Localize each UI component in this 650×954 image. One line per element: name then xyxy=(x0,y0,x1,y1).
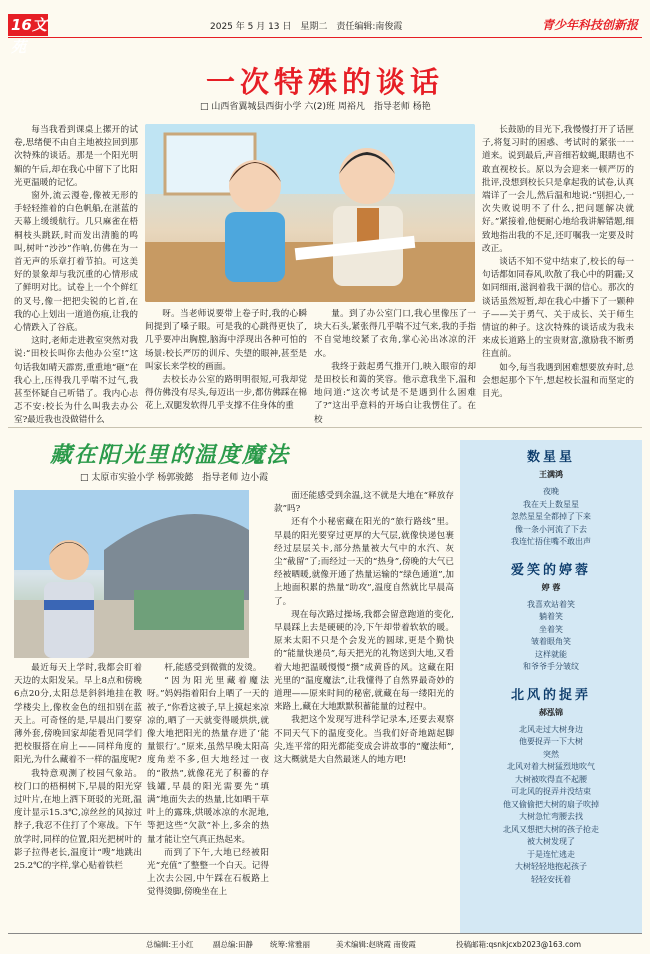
poem-line: 忽然星星全都掉了下来 xyxy=(511,512,591,521)
paragraph: 我把这个发现写进科学记录本,还要去观察不同天气下的温度变化。当我们好奇地踮起脚尖,连平常的阳光都能变成会讲故事的“魔法师”,这大概就是大自然最迷人的地方吧! xyxy=(274,715,454,766)
poem-line: 他要捉弄一下大树 xyxy=(519,737,583,746)
poem-line: 大树被吹得直不起腰 xyxy=(515,774,587,784)
paragraph: “因为阳光里藏着魔法呀。”妈妈指着阳台上晒了一天的被子,“你看这被子,早上摸起来凉凉的,晒了一天就变得暖烘烘,就像大地把阳光的热量存进了‘能量银行’。”原来,虽然早晚太阳高度角差不多,但大地经过一夜的“散热”,就像花光了积蓄的存钱罐,早晨的阳光需要先“填满”地面失去的热量,比如晒干草叶上的露珠,烘暖冰凉的水泥地,等把这些“欠款”补上,多余的热量才能让空气真正热起来。 xyxy=(147,676,269,845)
footer-coordinator: 统筹:常雅丽 xyxy=(270,940,311,949)
poem xyxy=(460,684,642,887)
poem-line: 可北风的捉弄并没结束 xyxy=(511,787,591,796)
section-divider xyxy=(8,427,642,428)
poem-title: 数星星 xyxy=(526,450,575,465)
poem-line: 轻轻安抚着 xyxy=(531,874,571,884)
poem-title: 北风的捉弄 xyxy=(510,687,591,703)
poem-author: 郝泓锦 xyxy=(539,707,563,717)
poem-line: 他又偷偷把大树的扇子吹掉 xyxy=(503,799,599,809)
poem-line: 我连忙捂住嘴不敢出声 xyxy=(511,537,591,546)
issue-meta: 2025 年 5 月 13 日 星期二 责任编辑:南俊霞 xyxy=(210,22,403,32)
poem-line: 大树急忙弯腰去找 xyxy=(519,812,583,821)
poem-line: 夜晚 xyxy=(543,487,559,496)
poem-line: 北风对着大树猛烈地吹气 xyxy=(507,762,595,771)
story1-column-3 xyxy=(314,308,476,424)
poem-line: 我在天上数星星 xyxy=(523,499,579,509)
poem-line: 北风又想把大树的孩子抢走 xyxy=(503,824,599,834)
story2-column-3 xyxy=(274,490,454,928)
poem-author: 王满鸿 xyxy=(539,470,563,479)
paragraph: 每当我看到课桌上摞开的试卷,思绪便不由自主地被拉回到那次特殊的谈话。那是一个阳光明媚的午后,却在我心中留下了比阳光更温暖的记忆。 xyxy=(14,125,138,188)
poem-line: 像一条小河流了下去 xyxy=(515,524,587,534)
paragraph: 窗外,流云漫卷,像被无形的手轻轻推着的白色帆船,在湛蓝的天幕上缓缓航行。几只麻雀在梧桐枝头跳跃,时而发出清脆的鸣叫,树叶“沙沙”作响,仿佛在为一首无声的乐章打着节拍。可这美好的景象却与我沉重的心情形成了鲜明对比。试卷上一个个鲜红的叉号,像一把把尖锐的匕首,在我的心上划出一道道伤痕,让我的心情跌入了谷底。 xyxy=(14,191,138,334)
story2-title: 藏在阳光里的温度魔法 xyxy=(50,443,291,468)
story2-column-1 xyxy=(14,662,142,928)
paragraph: 现在每次路过操场,我都会留意跑道的变化,早晨踩上去是硬硬的冷,下午却带着软软的暖。原来太阳不只是个会发光的圆球,更是个勤快的“能量快递员”,每天把光的礼物送到大地,又看着大地把温暖慢慢“攒”成黄昏的风。这藏在阳光里的“温度魔法”,让我懂得了自然界最奇妙的道理——原来时间的秘密,就藏在每一缕阳光的来路上,藏在大地默默积蓄能量的过程中。 xyxy=(274,609,454,713)
footer-deputy-editor: 副总编:田静 xyxy=(213,940,254,949)
story1-byline-text: 山西省翼城县西街小学 六(2)班 周裕凡 指导老师 杨艳 xyxy=(211,102,431,112)
paragraph: 还有个小秘密藏在阳光的“旅行路线”里。早晨的阳光要穿过更厚的大气层,就像快递包裹经过层层关卡,部分热量被大气中的水汽、灰尘“截留”了;而经过一天的“热身”,傍晚的大气已经被晒暖,就像开通了热量运输的“绿色通道”,加上地面积累的热量“助攻”,温度自然就比早晨高了。 xyxy=(274,517,454,607)
poem-line: 被大树发现了 xyxy=(527,837,575,846)
poem-line: 和爷爷手分皱纹 xyxy=(523,662,579,671)
paragraph: 如今,每当我遇到困难想要放弃时,总会想起那个下午,想起校长温和而坚定的目光。 xyxy=(482,362,634,400)
footer-email: 投稿邮箱:qsnkjcxb2023@163.com xyxy=(456,940,582,949)
story1-column-4 xyxy=(482,124,634,424)
poem-line: 大树轻轻地抱起孩子 xyxy=(515,862,587,871)
footer-chief-editor: 总编辑:王小红 xyxy=(146,940,194,949)
paragraph: 最近每天上学时,我都会盯着天边的太阳发呆。早上8点和傍晚6点20分,太阳总是斜斜地挂在教学楼尖上,像枚金色的纽扣别在蓝天上。可奇怪的是,早晨出门要穿薄外套,傍晚回家却能看见同学们把校服搭在肩上——同样角度的阳光,为什么藏着不一样的温度呢? xyxy=(14,663,142,766)
story1-title: 一次特殊的谈话 xyxy=(205,65,444,99)
poem-line: 于是连忙逃走 xyxy=(527,849,575,859)
story2-byline-text: 太原市实验小学 杨郭骏懿 指导老师 边小霞 xyxy=(91,473,269,483)
photo-boy-at-school xyxy=(14,490,249,658)
poem-line: 这样就能 xyxy=(535,649,567,659)
paragraph: 长鼓励的目光下,我慢慢打开了话匣子,将复习时的困惑、考试时的紧张一一道来。说到最后,声音细若蚊蝇,眼睛也不敢直视校长。原以为会迎来一顿严厉的批评,没想到校长只是拿起我的试卷,认真端详了一会儿,然后温和地说:“别担心,一次失败说明不了什么,把问题解决就好。”紧接着,他便耐心地给我讲解错题,细致地指出我的不足,还叮嘱我一定要及时改正。 xyxy=(482,125,634,254)
section-label: 16文苑 xyxy=(8,14,48,36)
story1-column-2 xyxy=(145,308,307,424)
poem-line: 皱着眼角笑 xyxy=(531,637,571,646)
header-rule xyxy=(8,37,642,38)
poem-author: 婷 蓉 xyxy=(541,582,561,592)
poem-title: 爱笑的婷蓉 xyxy=(510,562,591,578)
paragraph: 量。到了办公室门口,我心里像压了一块大石头,紧张得几乎喘不过气来,我的手指不自觉地绞紧了衣角,掌心沁出冰凉的汗水。 xyxy=(314,309,476,359)
poem-line: 我喜欢站着笑 xyxy=(527,599,575,609)
paragraph: 这时,老师走进教室突然对我说:“田校长叫你去他办公室!”这句话我如晴天霹雳,重重地“砸”在我心上,压得我几乎喘不过气,我甚至怀疑自己听错了。我内心忐忑不安:校长为什么叫我去办公室?最近我也没做错什么 xyxy=(14,336,138,424)
illustration-principal-talk xyxy=(145,124,475,302)
paragraph: 面还能感受到余温,这不就是大地在“释放存款”吗? xyxy=(274,491,454,515)
story2-byline: □ 太原市实验小学 杨郭骏懿 指导老师 边小霞 xyxy=(80,473,269,483)
story1-byline: □ 山西省翼城县西街小学 六(2)班 周裕凡 指导老师 杨艳 xyxy=(200,102,431,112)
paragraph: 呀。当老师说要带上卷子时,我的心瞬间提到了嗓子眼。可是我的心跳得更快了,几乎要冲出胸膛,脑海中浮现出各种可怕的场景:校长严厉的训斥、失望的眼神,甚至是叫家长来学校的画面。 xyxy=(145,309,307,372)
poem xyxy=(460,446,642,549)
paragraph: 杆,能感受到微微的发烫。 xyxy=(164,663,262,673)
story2-column-2 xyxy=(147,662,269,928)
footer-art-editor: 美术编辑:赵晓霞 南俊霞 xyxy=(336,940,416,949)
newspaper-brand: 青少年科技创新报 xyxy=(541,18,638,32)
page-header xyxy=(0,0,650,56)
paragraph: 我终于鼓起勇气推开门,映入眼帘的却是田校长和蔼的笑容。他示意我坐下,温和地问道:“这次考试是不是遇到什么困难了?”这出乎意料的开场白让我愣住了。在校 xyxy=(314,361,476,424)
poem-line: 躺着笑 xyxy=(539,612,563,621)
poem-line: 北风走过大树身边 xyxy=(519,724,583,734)
poetry-sidebar xyxy=(460,440,642,934)
paragraph: 去校长办公室的路明明很短,可我却觉得仿佛没有尽头,每迈出一步,都仿佛踩在棉花上,双腿发软得几乎支撑不住身体的重 xyxy=(145,375,307,412)
paragraph: 而到了下午,大地已经被阳光“充值”了整整一个白天。记得上次去公园,中午踩在石板路上觉得烫脚,傍晚坐在上 xyxy=(147,847,269,898)
story1-column-1 xyxy=(14,124,138,424)
poem-line: 突然 xyxy=(543,749,559,759)
poem xyxy=(460,559,642,674)
paragraph: 谈话不知不觉中结束了,校长的每一句话都如同春风,吹散了我心中的阴霾;又如同细雨,滋润着我干涸的信心。那次的谈话虽然短暂,却在我心中播下了一颗种子——关于勇气、关于成长、关于师生情谊的种子。这次特殊的谈话成为我未来成长道路上的宝贵财富,激励我不断勇往直前。 xyxy=(482,257,634,360)
poem-line: 坐着笑 xyxy=(539,624,563,634)
paragraph: 我特意观测了校园气象站。校门口的梧桐树下,早晨的阳光穿过叶片,在地上洒下斑驳的光斑,温度计显示15.3℃,凉丝丝的风掠过脖子,我忍不住打了个寒战。下午放学时,同样的位置,阳光把树叶的影子拉得老长,温度计“嗖”地跳出25.2℃的字样,掌心贴着铁栏 xyxy=(14,768,142,872)
page-footer xyxy=(8,933,642,949)
